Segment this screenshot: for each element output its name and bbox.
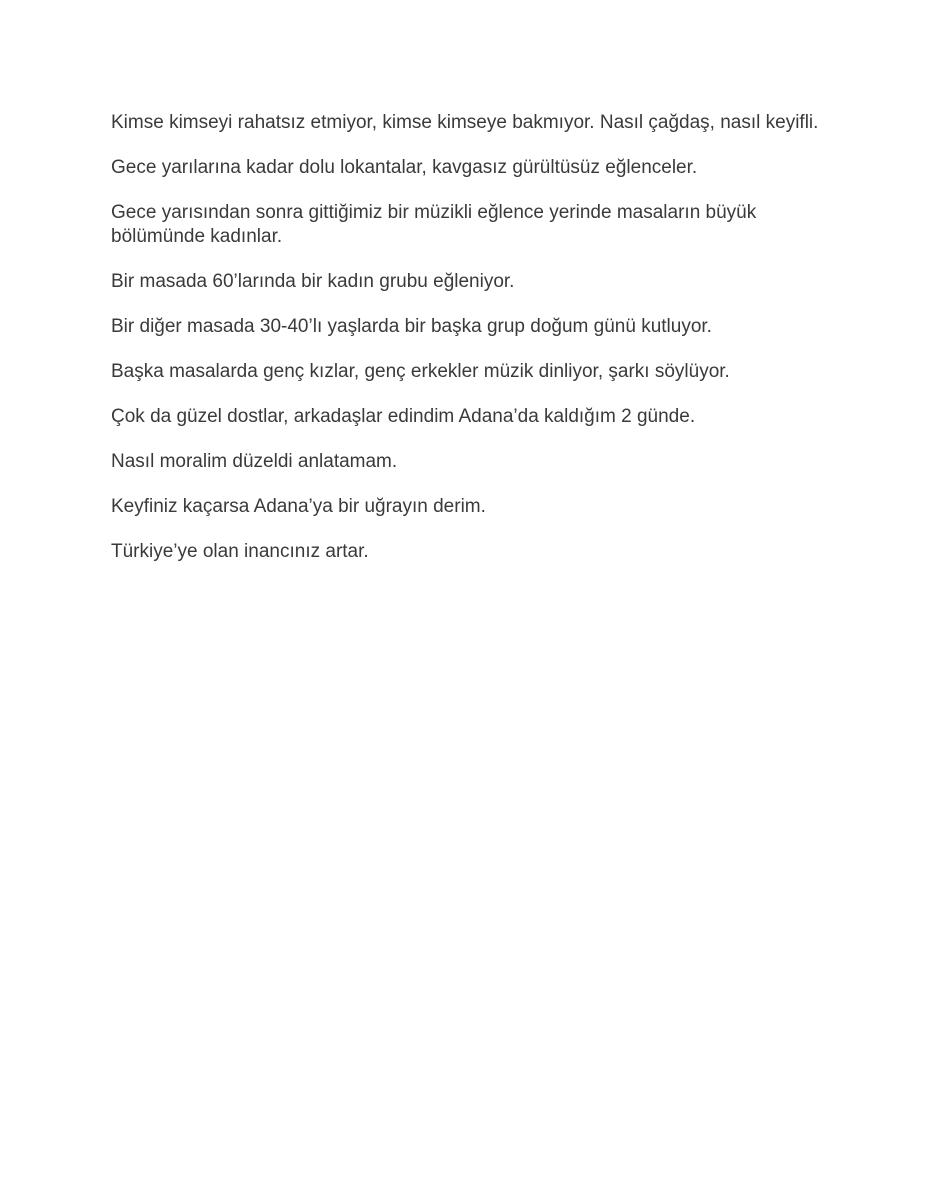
paragraph: Türkiye’ye olan inancınız artar.: [111, 541, 369, 562]
paragraph: Başka masalarda genç kızlar, genç erkekler müzik dinliyor, şarkı söylüyor.: [111, 361, 730, 382]
paragraph: Gece yarılarına kadar dolu lokantalar, kavgasız gürültüsüz eğlenceler.: [111, 157, 698, 178]
paragraph: Kimse kimseyi rahatsız etmiyor, kimse kimseye bakmıyor. Nasıl çağdaş, nasıl keyifli.: [111, 112, 819, 133]
paragraph: Çok da güzel dostlar, arkadaşlar edindim Adana’da kaldığım 2 günde.: [111, 406, 696, 427]
paragraph: Gece yarısından sonra gittiğimiz bir müzikli eğlence yerinde masaların büyük bölümünde kadınlar.: [111, 202, 757, 247]
paragraph: Nasıl moralim düzeldi anlatamam.: [111, 451, 398, 472]
paragraph: Bir masada 60’larında bir kadın grubu eğleniyor.: [111, 271, 515, 292]
paragraph: Keyfiniz kaçarsa Adana’ya bir uğrayın derim.: [111, 496, 486, 517]
document-body: [111, 111, 839, 585]
paragraph: Bir diğer masada 30-40’lı yaşlarda bir başka grup doğum günü kutluyor.: [111, 316, 712, 337]
